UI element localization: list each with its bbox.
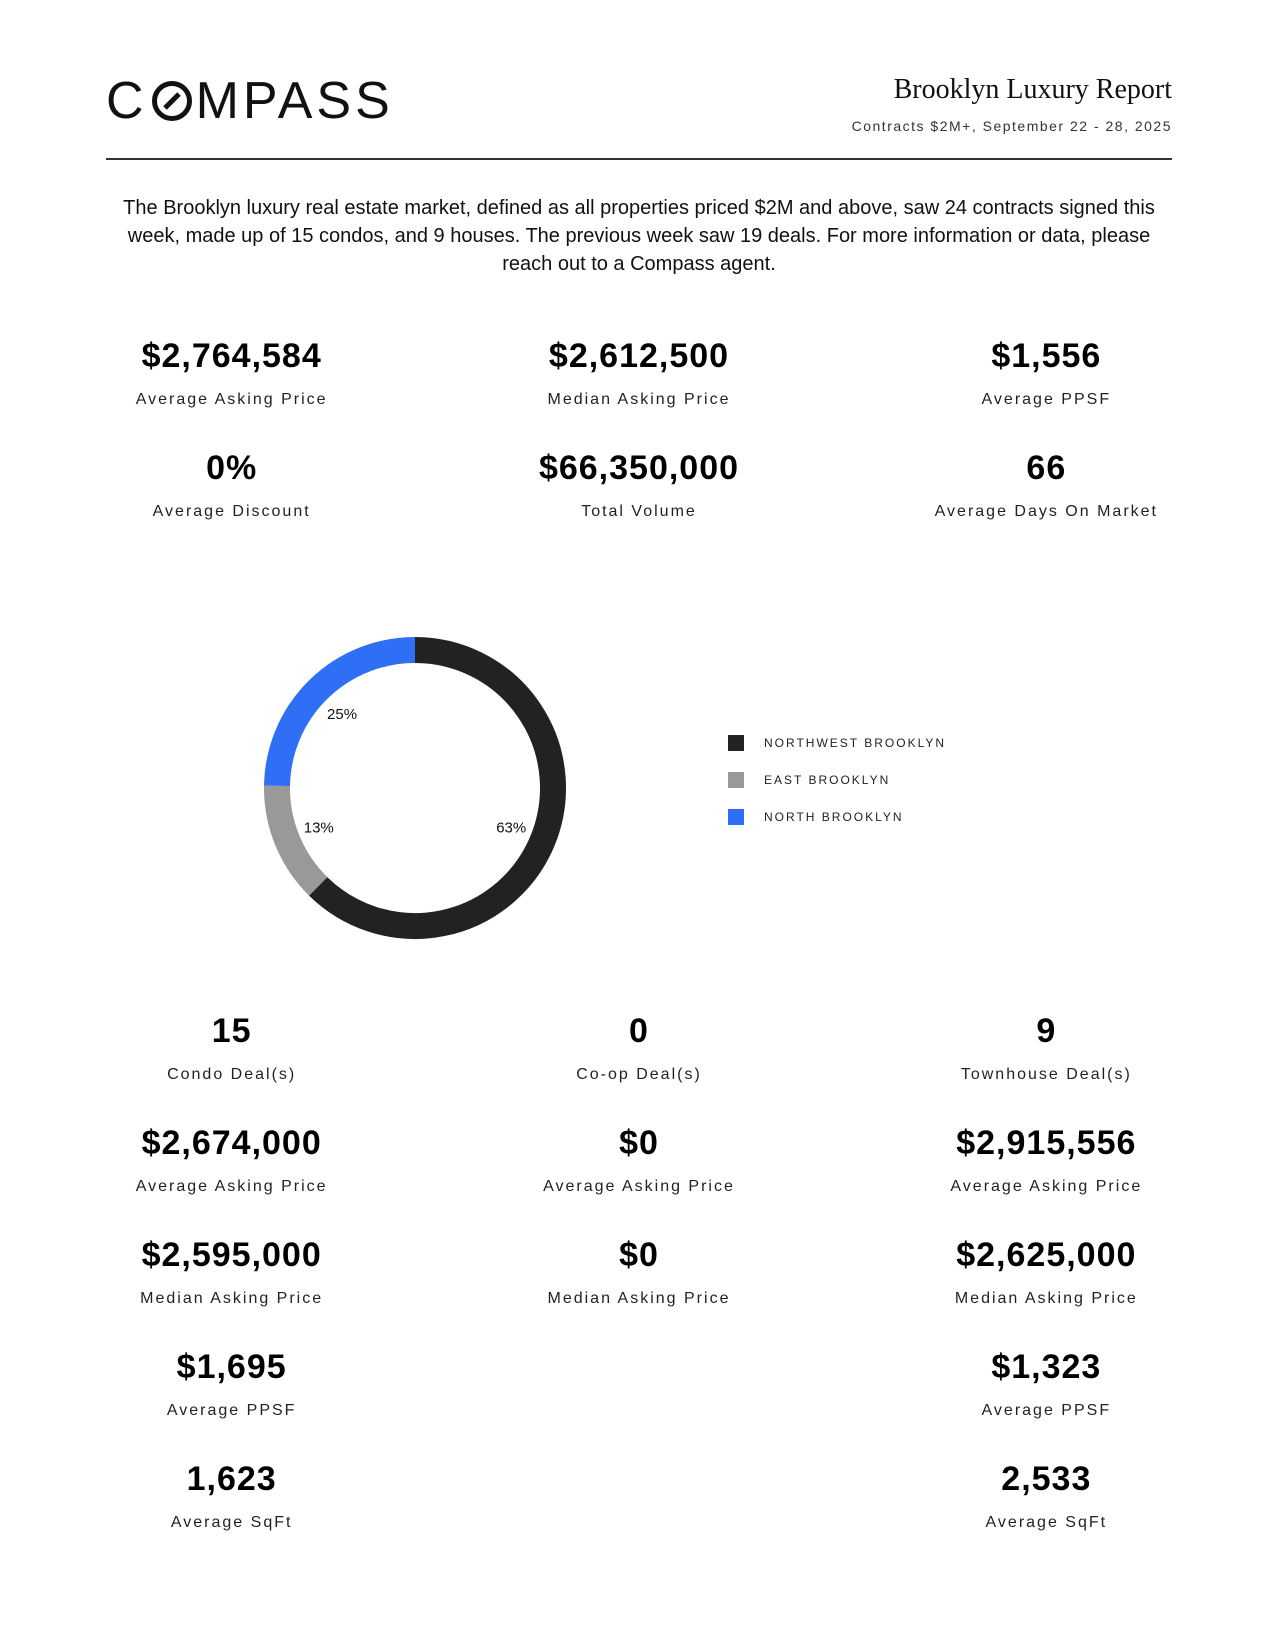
stat-label: Average Days On Market: [934, 503, 1158, 520]
stat-label: Average PPSF: [981, 391, 1112, 408]
stat-average-days-on-market: [869, 448, 1224, 560]
stat-label: Average SqFt: [985, 1514, 1108, 1531]
stat-label: Average Asking Price: [135, 1178, 328, 1195]
stat-label: Average Asking Price: [543, 1178, 735, 1195]
stat-value: $0: [619, 1236, 659, 1274]
compass-logo: [106, 72, 394, 130]
stat-label: Total Volume: [581, 503, 697, 520]
stat-value: 2,533: [1001, 1460, 1092, 1498]
legend-label: NORTHWEST BROOKLYN: [764, 735, 947, 750]
legend-label: EAST BROOKLYN: [764, 772, 891, 787]
stat-label: Townhouse Deal(s): [960, 1066, 1132, 1083]
logo-wordmark: C MPASS: [106, 72, 394, 130]
stat-townhouse-median-price: [869, 1235, 1224, 1347]
stat-value: $2,595,000: [141, 1236, 322, 1274]
stat-value: $2,674,000: [141, 1124, 322, 1162]
intro-paragraph: The Brooklyn luxury real estate market, defined as all properties priced $2M and above, saw 24 contracts signed this week, made up of 15 condos, and 9 houses. The previous week saw 19 deals. For more information or data, please reach out to a Compass agent.: [123, 197, 1155, 275]
report-header: [106, 60, 1172, 160]
legend-swatch: [728, 772, 744, 788]
stat-label: Average Asking Price: [135, 391, 328, 408]
stat-average-ppsf: [869, 336, 1224, 448]
stat-value: $66,350,000: [538, 449, 740, 487]
legend-item-east: [728, 761, 946, 798]
stat-median-asking-price: [461, 336, 816, 448]
stat-townhouse-ppsf: [869, 1347, 1224, 1459]
stat-label: Average PPSF: [166, 1402, 297, 1419]
stat-label: Condo Deal(s): [167, 1066, 297, 1083]
donut-label-east: 13%: [303, 819, 334, 837]
donut-slice-northwest: [318, 650, 553, 926]
donut-label-north: 25%: [327, 705, 358, 723]
stat-value: $2,764,584: [141, 337, 322, 375]
stat-average-asking-price: [54, 336, 409, 448]
stat-value: 66: [1026, 449, 1067, 487]
empty-cell: [461, 1347, 816, 1459]
overview-stats: [106, 336, 1172, 560]
stat-townhouse-deals: [869, 1011, 1224, 1123]
compass-o-icon: [151, 80, 193, 122]
stat-value: $2,625,000: [956, 1236, 1137, 1274]
chart-legend: [728, 724, 946, 835]
stat-condo-sqft: [54, 1459, 409, 1571]
donut-svg: [255, 628, 575, 948]
stat-condo-ppsf: [54, 1347, 409, 1459]
stat-coop-avg-price: [461, 1123, 816, 1235]
stat-label: Average Discount: [152, 503, 311, 520]
stat-value: $2,612,500: [548, 337, 730, 375]
report-subtitle: Contracts $2M+, September 22 - 28, 2025: [851, 118, 1172, 134]
stat-label: Median Asking Price: [547, 1290, 731, 1307]
stat-value: $0: [619, 1124, 659, 1162]
donut-label-northwest: 63%: [496, 819, 527, 837]
stat-value: $1,556: [991, 337, 1102, 375]
stat-label: Median Asking Price: [547, 391, 731, 408]
stat-condo-deals: [54, 1011, 409, 1123]
stat-condo-avg-price: [54, 1123, 409, 1235]
stat-label: Median Asking Price: [954, 1290, 1138, 1307]
stat-label: Median Asking Price: [140, 1290, 324, 1307]
stat-label: Average Asking Price: [950, 1178, 1143, 1195]
report-title: Brooklyn Luxury Report: [893, 74, 1172, 105]
legend-item-northwest: [728, 724, 946, 761]
stat-value: 15: [211, 1012, 252, 1050]
stat-value: 9: [1036, 1012, 1057, 1050]
neighborhood-donut-chart: [255, 628, 575, 948]
stat-label: Average PPSF: [981, 1402, 1112, 1419]
stat-total-volume: [461, 448, 816, 560]
stat-value: 1,623: [186, 1460, 277, 1498]
stat-average-discount: [54, 448, 409, 560]
stat-coop-deals: [461, 1011, 816, 1123]
stat-townhouse-avg-price: [869, 1123, 1224, 1235]
stat-label: Average SqFt: [170, 1514, 293, 1531]
legend-label: NORTH BROOKLYN: [764, 809, 904, 824]
stat-coop-median-price: [461, 1235, 816, 1347]
stat-value: $2,915,556: [956, 1124, 1137, 1162]
stat-value: 0: [629, 1012, 649, 1050]
stat-value: $1,695: [176, 1348, 287, 1386]
stat-value: $1,323: [991, 1348, 1102, 1386]
empty-cell: [461, 1459, 816, 1571]
legend-swatch: [728, 809, 744, 825]
stat-townhouse-sqft: [869, 1459, 1224, 1571]
stat-value: 0%: [206, 449, 258, 487]
legend-item-north: [728, 798, 946, 835]
property-type-stats: [106, 1011, 1172, 1571]
legend-swatch: [728, 735, 744, 751]
stat-condo-median-price: [54, 1235, 409, 1347]
stat-label: Co-op Deal(s): [576, 1066, 702, 1083]
